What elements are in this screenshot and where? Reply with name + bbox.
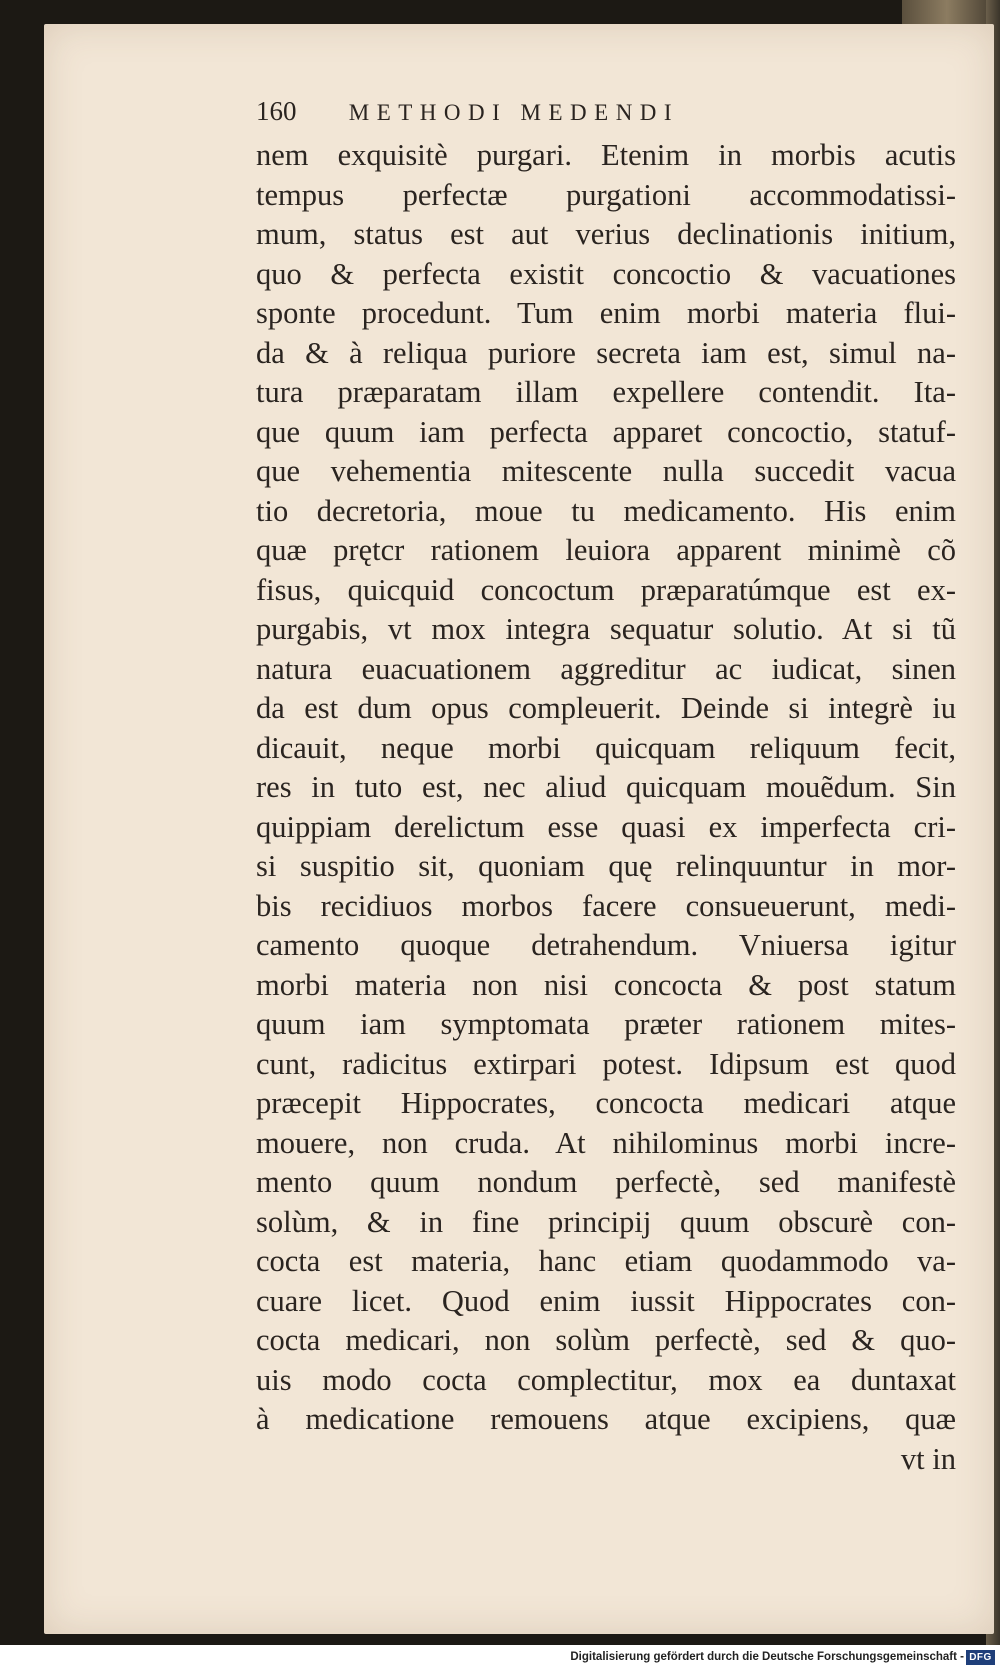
text-line: purgabis, vt mox integra sequatur solutio. At si tũ: [256, 612, 956, 646]
text-line: morbi materia non nisi concocta & post statum: [256, 967, 956, 1002]
text-line: da est dum opus compleuerit. Deinde si integrè iu: [256, 691, 956, 725]
text-line: tempus perfectæ purgationi accommodatissi-: [256, 177, 956, 212]
text-line: quo & perfecta existit concoctio & vacuationes: [256, 256, 956, 291]
dfg-logo: DFG: [966, 1650, 995, 1665]
text-line: da & à reliqua puriore secreta iam est, simul na-: [256, 335, 956, 370]
text-line: nem exquisitè purgari. Etenim in morbis acutis: [256, 138, 956, 172]
text-line: quippiam derelictum esse quasi ex imperfecta cri-: [256, 809, 956, 844]
text-line: tio decretoria, moue tu medicamento. His enim: [256, 493, 956, 528]
text-line: cuare licet. Quod enim iussit Hippocrates con-: [256, 1283, 956, 1318]
text-line: si suspitio sit, quoniam quę relinquuntur in mor-: [256, 849, 956, 883]
text-line: res in tuto est, nec aliud quicquam mouẽdum. Sin: [256, 770, 956, 804]
text-line: mouere, non cruda. At nihilominus morbi incre-: [256, 1125, 956, 1160]
text-line: dicauit, neque morbi quicquam reliquum fecit,: [256, 730, 956, 765]
text-line: mento quum nondum perfectè, sed manifestè: [256, 1165, 956, 1199]
running-head: [256, 94, 856, 128]
body-text: [256, 136, 956, 1479]
text-line: cocta medicari, non solùm perfectè, sed & quo-: [256, 1323, 956, 1357]
text-line: vt in: [900, 1441, 956, 1476]
text-line: cocta est materia, hanc etiam quodammodo va-: [256, 1244, 956, 1278]
text-line: sponte procedunt. Tum enim morbi materia flui-: [256, 296, 956, 330]
text-line: quum iam symptomata præter rationem mites-: [256, 1007, 956, 1041]
page-number: 160: [256, 96, 297, 126]
text-line: tura præparatam illam expellere contendit. Ita-: [256, 375, 956, 409]
text-line: à medicatione remouens atque excipiens, quæ: [256, 1402, 956, 1436]
text-line: mum, status est aut verius declinationis initium,: [256, 217, 956, 251]
text-line: solùm, & in fine principij quum obscurè con-: [256, 1204, 956, 1239]
running-title: METHODI MEDENDI: [348, 100, 680, 125]
funding-notice: Digitalisierung gefördert durch die Deutsche Forschungsgemeinschaft -: [570, 1651, 964, 1663]
text-line: que vehementia mitescente nulla succedit vacua: [256, 454, 956, 488]
text-line: quæ prętcr rationem leuiora apparent minimè cõ: [256, 533, 956, 567]
binding-tab: [902, 0, 992, 24]
text-line: camento quoque detrahendum. Vniuersa igitur: [256, 928, 956, 962]
text-line: præcepit Hippocrates, concocta medicari atque: [256, 1086, 956, 1120]
text-line: bis recidiuos morbos facere consueuerunt, medi-: [256, 888, 956, 923]
text-line: fisus, quicquid concoctum præparatúmque est ex-: [256, 572, 956, 607]
text-line: que quum iam perfecta apparet concoctio, statuf-: [256, 414, 956, 449]
text-line: cunt, radicitus extirpari potest. Idipsum est quod: [256, 1046, 956, 1081]
text-line: uis modo cocta complectitur, mox ea duntaxat: [256, 1362, 956, 1397]
footer-bar: [0, 1645, 1000, 1670]
text-line: natura euacuationem aggreditur ac iudicat, sinen: [256, 651, 956, 686]
